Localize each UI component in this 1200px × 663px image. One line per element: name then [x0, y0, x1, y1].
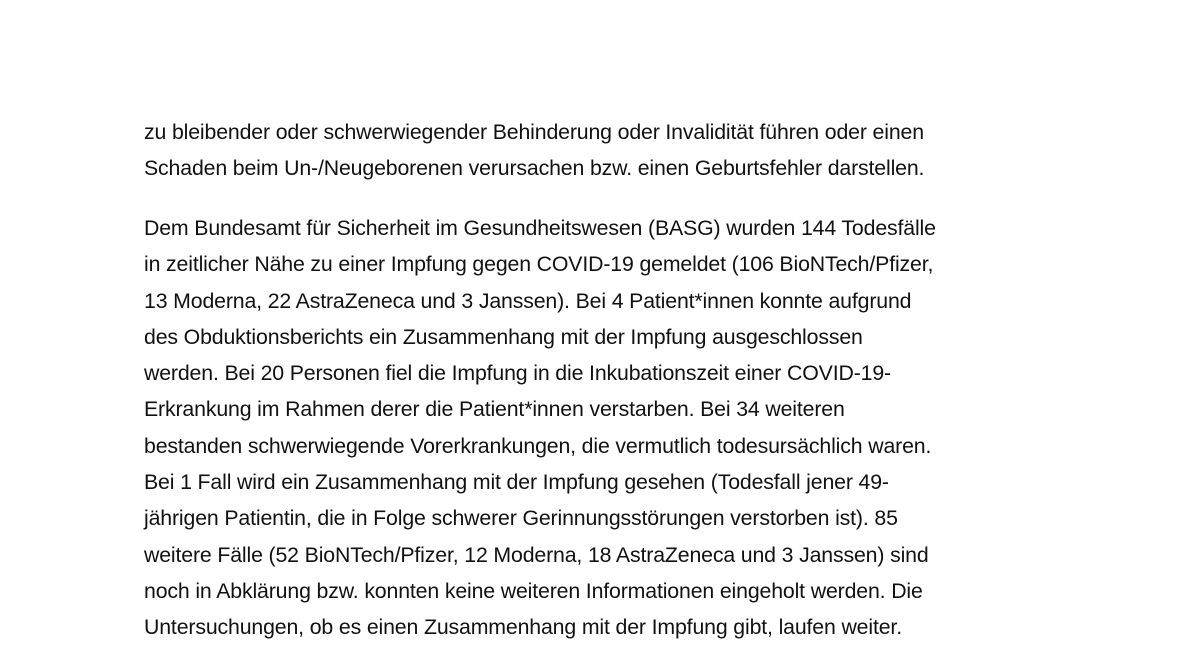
- text-line: Untersuchungen, ob es einen Zusammenhang mit der Impfung gibt, laufen weiter.: [144, 615, 902, 640]
- text-line: weitere Fälle (52 BioNTech/Pfizer, 12 Moderna, 18 AstraZeneca und 3 Janssen) sind: [144, 542, 929, 567]
- text-line: Erkrankung im Rahmen derer die Patient*innen verstarben. Bei 34 weiteren: [144, 397, 845, 422]
- text-line: Bei 1 Fall wird ein Zusammenhang mit der Impfung gesehen (Todesfall jener 49-: [144, 470, 889, 495]
- text-line: des Obduktionsberichts ein Zusammenhang mit der Impfung ausgeschlossen: [144, 324, 863, 349]
- text-line: Schaden beim Un-/Neugeborenen verursachen bzw. einen Geburtsfehler darstellen.: [144, 156, 925, 181]
- text-line: noch in Abklärung bzw. konnten keine weiteren Informationen eingeholt werden. Die: [144, 578, 923, 603]
- text-line: werden. Bei 20 Personen fiel die Impfung in die Inkubationszeit einer COVID-19-: [144, 361, 891, 386]
- paragraph-disability-harm: [144, 114, 1074, 187]
- text-line: bestanden schwerwiegende Vorerkrankungen, die vermutlich todesursächlich waren.: [144, 433, 932, 458]
- text-line: 13 Moderna, 22 AstraZeneca und 3 Janssen). Bei 4 Patient*innen konnte aufgrund: [144, 288, 912, 313]
- paragraph-death-reports: [144, 210, 1074, 646]
- text-line: in zeitlicher Nähe zu einer Impfung gegen COVID-19 gemeldet (106 BioNTech/Pfizer,: [144, 252, 934, 277]
- text-line: zu bleibender oder schwerwiegender Behinderung oder Invalidität führen oder einen: [144, 120, 924, 144]
- text-line: jährigen Patientin, die in Folge schwerer Gerinnungsstörungen verstorben ist). 85: [144, 506, 898, 531]
- text-line: Dem Bundesamt für Sicherheit im Gesundheitswesen (BASG) wurden 144 Todesfälle: [144, 216, 936, 240]
